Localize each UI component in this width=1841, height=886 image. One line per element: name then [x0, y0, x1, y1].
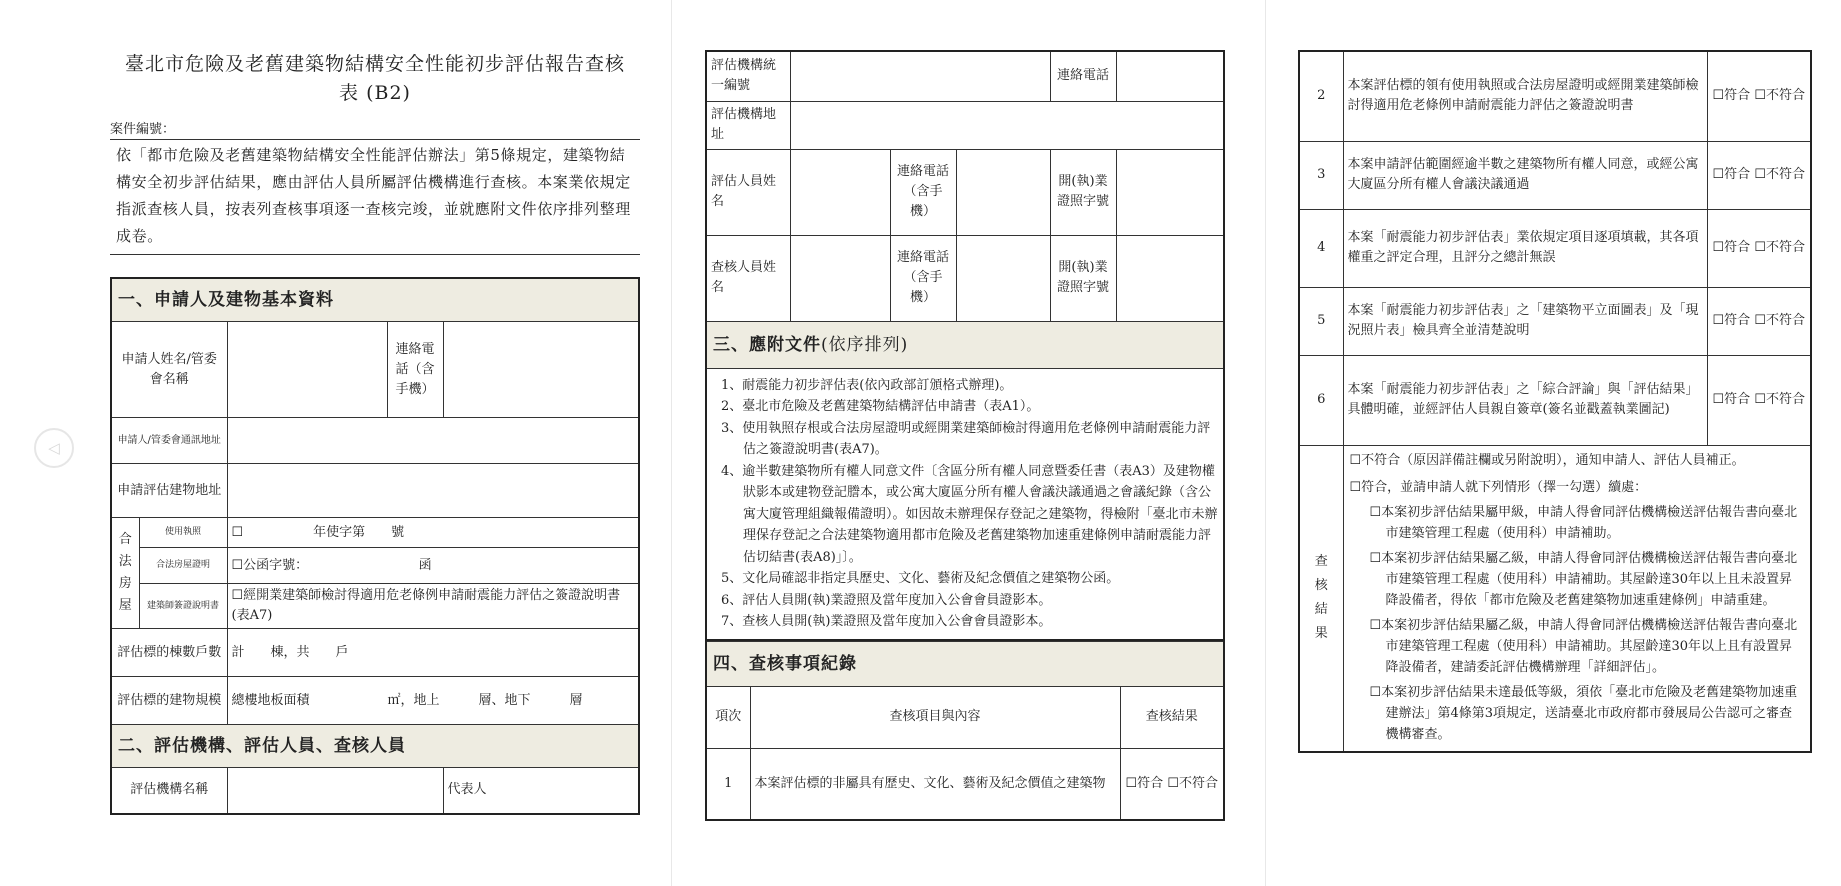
result-options: [1707, 141, 1811, 209]
review-result-options: [1343, 445, 1811, 752]
title-line: 表 (B2): [339, 82, 411, 104]
result-options: [1120, 748, 1224, 820]
option-text: 不符合（原因詳備註欄或另附說明），通知申請人、評估人員補正。: [1361, 452, 1745, 468]
conform-label: 符合: [1724, 392, 1751, 407]
evaluator-phone-label: 連絡電話（含手機）: [890, 149, 956, 235]
not-conform-label: 不符合: [1765, 392, 1805, 407]
item-text: 本案「耐震能力初步評估表」之「建築物平立面圖表」及「現況照片表」檢具齊全並清楚說明: [1343, 287, 1707, 355]
reviewer-name-field[interactable]: [790, 235, 890, 321]
not-conform-label: 不符合: [1765, 240, 1805, 255]
checkbox-icon[interactable]: ☐: [1712, 88, 1725, 104]
scale-field[interactable]: 總樓地板面積 ㎡，地上 層、地下 層: [227, 677, 639, 725]
doc-item: 2、臺北市危險及老舊建築物結構評估申請書（表A1）。: [721, 399, 1040, 414]
legal-house-label: 合法房屋: [111, 518, 139, 629]
title-line: 臺北市危險及老舊建築物結構安全性能初步評估報告查核: [124, 53, 625, 75]
sub-option[interactable]: [1350, 615, 1805, 678]
conform-label: 符合: [1724, 240, 1751, 255]
unit-count-label: 評估標的棟數戶數: [111, 629, 227, 677]
conform-label: 符合: [1137, 775, 1164, 791]
required-docs-list: [706, 368, 1224, 640]
item-no: 4: [1299, 209, 1343, 287]
item-no: 1: [706, 748, 750, 820]
checkbox-icon[interactable]: ☐: [1712, 167, 1725, 182]
contact-phone-field[interactable]: [1116, 51, 1224, 101]
checkbox-icon[interactable]: ☐: [231, 557, 244, 573]
checkbox-icon[interactable]: ☐: [1754, 167, 1766, 182]
org-name-field[interactable]: [227, 768, 443, 814]
option-not-conform[interactable]: [1350, 450, 1805, 471]
item-text: 本案「耐震能力初步評估表」之「綜合評論」與「評估結果」具體明確，並經評估人員親自簽章(簽名並戳蓋執業圖記): [1343, 355, 1707, 445]
page-3: [1298, 0, 1812, 886]
use-license-option[interactable]: [227, 518, 639, 548]
checkbox-icon[interactable]: ☐: [1712, 313, 1725, 328]
item-no: 6: [1299, 355, 1343, 445]
applicant-name-label: 申請人姓名/管委會名稱: [111, 322, 227, 418]
form-title: [110, 50, 640, 108]
legal-proof-label: 合法房屋證明: [139, 548, 227, 584]
use-license-label: 使用執照: [139, 518, 227, 548]
reviewer-name-label: 查核人員姓名: [706, 235, 790, 321]
mail-address-field[interactable]: [227, 418, 639, 464]
org-name-label: 評估機構名稱: [111, 768, 227, 814]
checkbox-icon[interactable]: ☐: [1754, 392, 1766, 407]
evaluator-license-label: 開(執)業證照字號: [1050, 149, 1116, 235]
section-3-heading: [706, 321, 1224, 368]
doc-item: 4、逾半數建築物所有權人同意文件〔含區分所有權人同意暨委任書（表A3）及建物權狀影本或建物登記謄本，或公寓大廈區分所有權人會議決議通過之會議紀錄（含公寓大廈管理組織報備證明）。如因故未辦理保存登記之建築物，得檢附「臺北市未辦理保存登記之合法建築物適用都市危險及老舊建築物加速重建條例申請耐震能力評估切結書(表A8)」〕。: [721, 463, 1218, 565]
result-options: [1707, 287, 1811, 355]
legal-proof-option[interactable]: [227, 548, 639, 584]
unit-count-field[interactable]: 計 棟，共 戶: [227, 629, 639, 677]
sub-option-text: 本案初步評估結果未達最低等級，須依「臺北市危險及老舊建築物加速重建辦法」第4條第3項規定，送請臺北市政府都市發展局公告認可之審查機構審查。: [1381, 684, 1798, 742]
reviewer-license-label: 開(執)業證照字號: [1050, 235, 1116, 321]
checkbox-icon[interactable]: ☐: [1754, 240, 1766, 255]
doc-item: 3、使用執照存根或合法房屋證明或經開業建築師檢討得適用危老條例申請耐震能力評估之簽證說明書(表A7)。: [721, 420, 1211, 457]
conform-label: 符合: [1724, 313, 1751, 328]
page-divider: [1265, 0, 1266, 886]
checkbox-icon[interactable]: ☐: [1349, 452, 1362, 468]
org-id-label: 評估機構統一編號: [706, 51, 790, 101]
evaluator-license-field[interactable]: [1116, 149, 1224, 235]
result-options: [1707, 355, 1811, 445]
sub-option[interactable]: [1350, 502, 1805, 544]
section-1-heading: 一、申請人及建物基本資料: [111, 278, 639, 322]
checkbox-icon[interactable]: ☐: [1369, 550, 1382, 566]
not-conform-label: 不符合: [1765, 167, 1805, 182]
sub-option-text: 本案初步評估結果屬甲級，申請人得會同評估機構檢送評估報告書向臺北市建築管理工程處（使用科）申請補助。: [1381, 504, 1798, 541]
checkbox-icon[interactable]: ☐: [1712, 240, 1725, 255]
not-conform-label: 不符合: [1765, 313, 1805, 328]
evaluator-name-field[interactable]: [790, 149, 890, 235]
org-address-field[interactable]: [790, 101, 1224, 149]
sub-option-text: 本案初步評估結果屬乙級，申請人得會同評估機構檢送評估報告書向臺北市建築管理工程處（使用科）申請補助。其屋齡達30年以上且有設置昇降設備者，建請委託評估機構辦理「詳細評估」。: [1381, 617, 1798, 675]
reviewer-phone-field[interactable]: [956, 235, 1050, 321]
conform-label: 符合: [1724, 167, 1751, 182]
checkbox-icon[interactable]: ☐: [1167, 775, 1179, 791]
sub-option-text: 本案初步評估結果屬乙級，申請人得會同評估機構檢送評估報告書向臺北市建築管理工程處（使用科）申請補助。其屋齡達30年以上且未設置昇降設備者，得依「都市危險及老舊建築物加速重建條例」申請重建。: [1381, 550, 1798, 608]
sub-option[interactable]: [1350, 548, 1805, 611]
contact-phone-label: 連絡電話: [1050, 51, 1116, 101]
section-2-heading: 二、評估機構、評估人員、查核人員: [111, 725, 639, 768]
org-id-field[interactable]: [790, 51, 1050, 101]
architect-cert-text: 經開業建築師檢討得適用危老條例申請耐震能力評估之簽證說明書(表A7): [231, 588, 621, 623]
checkbox-icon[interactable]: ☐: [1754, 88, 1766, 104]
checkbox-icon[interactable]: ☐: [1369, 617, 1382, 633]
conform-label: 符合: [1724, 88, 1751, 104]
basic-info-table: [110, 277, 640, 815]
reviewer-license-field[interactable]: [1116, 235, 1224, 321]
item-text: 本案評估標的非屬具有歷史、文化、藝術及紀念價值之建築物: [750, 748, 1120, 820]
chevron-left-icon: ◁: [48, 439, 60, 457]
item-no: 5: [1299, 287, 1343, 355]
doc-item: 6、評估人員開(執)業證照及當年度加入公會會員證影本。: [721, 592, 1052, 608]
building-address-label: 申請評估建物地址: [111, 464, 227, 518]
item-text: 本案申請評估範圍經逾半數之建築物所有權人同意，或經公寓大廈區分所有權人會議決議通過: [1343, 141, 1707, 209]
section-4-heading: 四、查核事項紀錄: [706, 641, 1224, 686]
checkbox-icon[interactable]: ☐: [1712, 392, 1725, 407]
org-address-label: 評估機構地址: [706, 101, 790, 149]
review-record-table: [705, 641, 1225, 822]
col-item-header: 查核項目與內容: [750, 686, 1120, 748]
org-info-table: [705, 50, 1225, 641]
section-3-note: (依序排列): [821, 334, 909, 355]
item-no: 3: [1299, 141, 1343, 209]
representative-cell[interactable]: [443, 768, 639, 814]
col-result-header: 查核結果: [1120, 686, 1224, 748]
page-divider: [671, 0, 672, 886]
checkbox-icon[interactable]: ☐: [231, 524, 244, 540]
case-number-label: 案件編號：: [110, 122, 176, 137]
item-text: 本案「耐震能力初步評估表」業依規定項目逐項填載，其各項權重之評定合理，且評分之總計無誤: [1343, 209, 1707, 287]
representative-label: 代表人: [447, 782, 487, 798]
option-conform[interactable]: [1350, 477, 1805, 498]
architect-cert-option[interactable]: [227, 584, 639, 629]
col-no-header: 項次: [706, 686, 750, 748]
scale-label: 評估標的建物規模: [111, 677, 227, 725]
checkbox-icon[interactable]: ☐: [1369, 504, 1382, 520]
evaluator-name-label: 評估人員姓名: [706, 149, 790, 235]
checkbox-icon[interactable]: ☐: [1369, 684, 1382, 700]
result-options: [1707, 209, 1811, 287]
legal-proof-text: 公函字號： 函: [243, 557, 432, 573]
checkbox-icon[interactable]: ☐: [1754, 313, 1766, 328]
review-items-table: [1298, 50, 1812, 753]
checkbox-icon[interactable]: ☐: [1349, 479, 1362, 495]
result-options: [1707, 51, 1811, 141]
item-no: 2: [1299, 51, 1343, 141]
not-conform-label: 不符合: [1765, 88, 1805, 104]
building-address-field[interactable]: [227, 464, 639, 518]
checkbox-icon[interactable]: ☐: [231, 588, 244, 603]
applicant-name-field[interactable]: [227, 322, 387, 418]
contact-phone-label: 連絡電話（含手機）: [387, 322, 443, 418]
intro-paragraph: 依「都市危險及老舊建築物結構安全性能評估辦法」第5條規定，建築物結構安全初步評估結果，應由評估人員所屬評估機構進行查核。本案業依規定指派查核人員，按表列查核事項逐一查核完竣，並就應附文件依序排列整理成卷。: [110, 139, 640, 255]
section-3-title: 三、應附文件: [713, 334, 821, 355]
doc-item: 5、文化局確認非指定具歷史、文化、藝術及紀念價值之建築物公函。: [721, 571, 1120, 586]
option-text: 符合，並請申請人就下列情形（擇一勾選）續處：: [1361, 479, 1648, 495]
use-license-text: 年使字第 號: [313, 524, 405, 540]
sub-option[interactable]: [1350, 682, 1805, 745]
page-2: [705, 0, 1225, 886]
checkbox-icon[interactable]: ☐: [1125, 775, 1138, 791]
evaluator-phone-field[interactable]: [956, 149, 1050, 235]
page-1: [110, 0, 640, 886]
not-conform-label: 不符合: [1178, 775, 1218, 791]
item-text: 本案評估標的領有使用執照或合法房屋證明或經開業建築師檢討得適用危老條例申請耐震能力評估之簽證說明書: [1343, 51, 1707, 141]
doc-item: 1、耐震能力初步評估表(依內政部訂頒格式辦理)。: [721, 377, 1013, 393]
contact-phone-field[interactable]: [443, 322, 639, 418]
mail-address-label: 申請人/管委會通訊地址: [111, 418, 227, 464]
reviewer-phone-label: 連絡電話（含手機）: [890, 235, 956, 321]
doc-item: 7、查核人員開(執)業證照及當年度加入公會會員證影本。: [721, 614, 1052, 629]
prev-page-button[interactable]: [34, 428, 74, 468]
review-result-label: 查核結果: [1299, 445, 1343, 752]
architect-cert-label: 建築師簽證說明書: [139, 584, 227, 629]
